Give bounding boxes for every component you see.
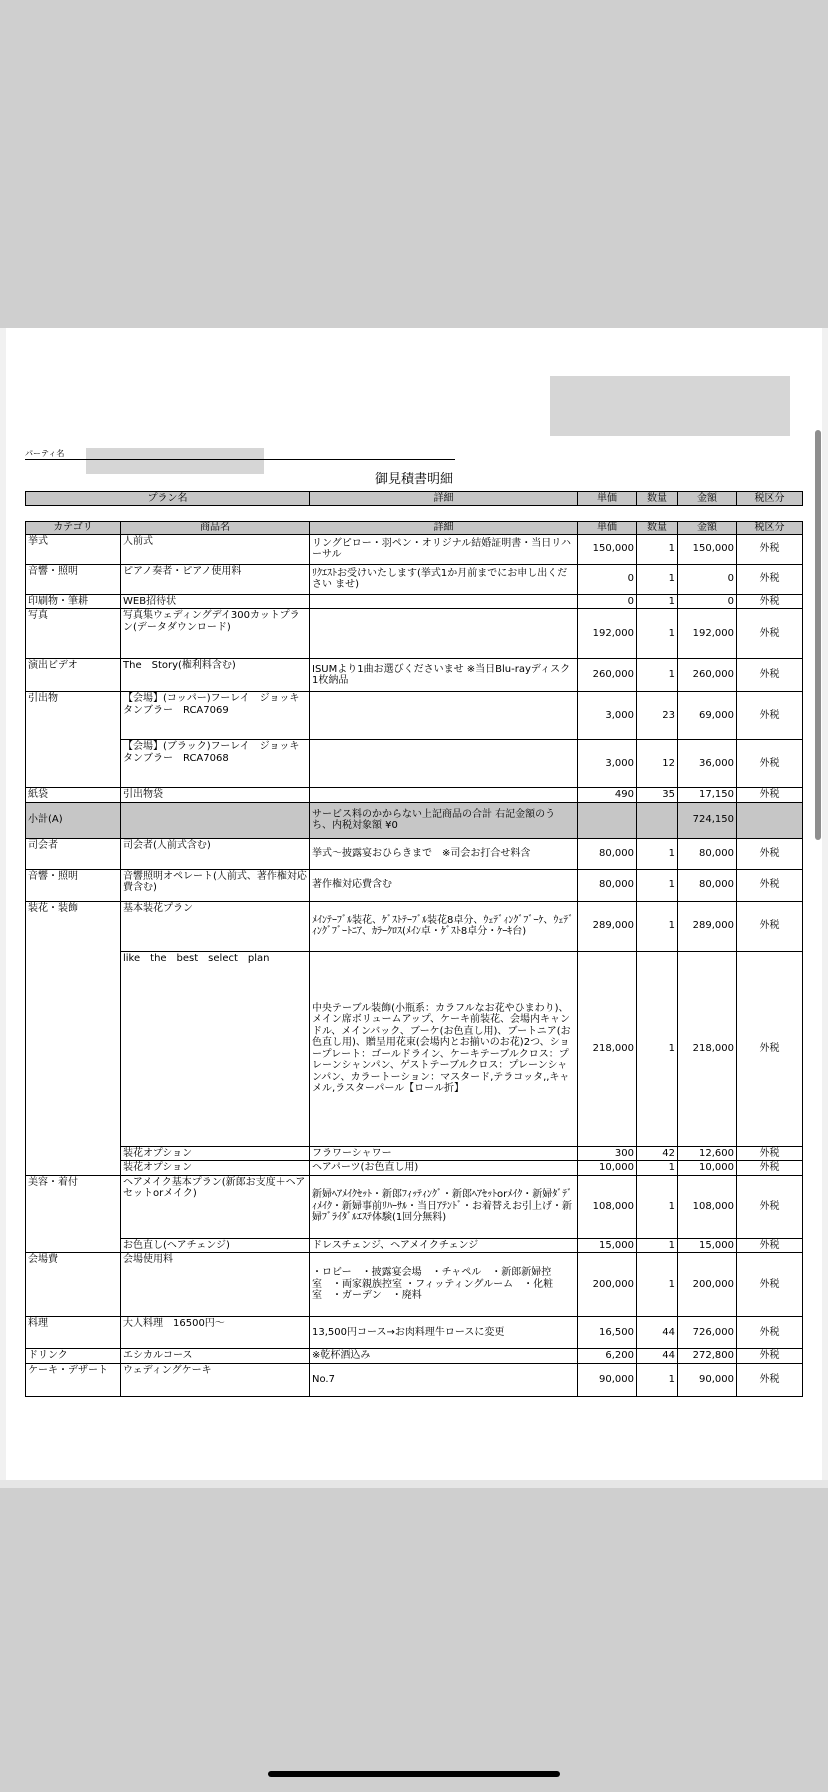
row-category: 写真 [26, 609, 121, 659]
row-quantity: 1 [637, 1253, 678, 1317]
row-unit-price: 300 [578, 1146, 637, 1161]
row-quantity: 1 [637, 1363, 678, 1396]
row-tax-type: 外税 [737, 1363, 803, 1396]
row-unit-price [578, 802, 637, 838]
row-category: ケーキ・デザート [26, 1363, 121, 1396]
row-amount: 80,000 [678, 838, 737, 869]
document-title: 御見積書明細 [374, 472, 453, 487]
row-item-name: ピアノ奏者・ピアノ使用料 [121, 564, 310, 594]
row-unit-price: 108,000 [578, 1175, 637, 1238]
row-amount: 260,000 [678, 659, 737, 692]
row-amount: 200,000 [678, 1253, 737, 1317]
row-quantity: 1 [637, 659, 678, 692]
row-detail: ・ロビー ・披露宴会場 ・チャペル ・新郎新婦控室 ・両家親族控室 ・フィッティングルーム ・化粧室 ・ガーデン ・廃料 [310, 1253, 578, 1317]
row-quantity: 1 [637, 901, 678, 951]
row-tax-type: 外税 [737, 740, 803, 788]
table-row [26, 1175, 803, 1238]
table-row [26, 564, 803, 594]
row-item-name: ヘアメイク基本プラン(新郎お支度＋ヘアセットorメイク) [121, 1175, 310, 1238]
row-amount: 17,150 [678, 788, 737, 803]
row-quantity: 1 [637, 564, 678, 594]
row-category: 引出物 [26, 692, 121, 740]
row-quantity: 1 [637, 951, 678, 1146]
row-item-name: お色直し(ヘアチェンジ) [121, 1238, 310, 1253]
row-detail: 中央テーブル装飾(小瓶系：カラフルなお花やひまわり)、メイン席ボリュームアップ、ケーキ前装花、会場内キャンドル、メインバック、ブーケ(お色直し用)、ブートニア(お色直し用)、贈呈用花束(会場内とお揃いのお花)2つ、ショープレート：ゴールドライン、ケーキテーブルクロス：プレーンシャンパン、ゲストテーブルクロス：プレーンシャンパン、カラートーション：マスタード,テラコッタ,,キャメル,ラスターパール【ロール折】 [310, 951, 578, 1146]
table-row [26, 1146, 803, 1161]
table-row [26, 534, 803, 564]
row-item-name: 音響照明オペレート(人前式、著作権対応費含む) [121, 869, 310, 901]
table-row [26, 1349, 803, 1364]
row-unit-price: 80,000 [578, 869, 637, 901]
col-unit-price: 単価 [578, 522, 637, 535]
row-category: 音響・照明 [26, 564, 121, 594]
table-row [26, 1253, 803, 1317]
scrollbar-thumb[interactable] [815, 430, 821, 840]
row-amount: 12,600 [678, 1146, 737, 1161]
row-detail: 著作権対応費含む [310, 869, 578, 901]
row-detail: フラワーシャワー [310, 1146, 578, 1161]
row-item-name: 装花オプション [121, 1146, 310, 1161]
next-page-placeholder [0, 1488, 828, 1792]
row-unit-price: 0 [578, 594, 637, 609]
row-unit-price: 90,000 [578, 1363, 637, 1396]
row-quantity: 1 [637, 594, 678, 609]
row-item-name: like the best select plan [121, 951, 310, 1146]
row-amount: 69,000 [678, 692, 737, 740]
row-tax-type: 外税 [737, 1317, 803, 1349]
col-tax-type: 税区分 [737, 522, 803, 535]
row-tax-type: 外税 [737, 1146, 803, 1161]
row-item-name: The Story(権利料含む) [121, 659, 310, 692]
row-amount: 192,000 [678, 609, 737, 659]
row-item-name: エシカルコース [121, 1349, 310, 1364]
row-amount: 15,000 [678, 1238, 737, 1253]
estimate-detail-table [25, 521, 803, 1397]
row-category: 演出ビデオ [26, 659, 121, 692]
row-item-name: 【会場】(ブラック)フーレイ ジョッキタンブラー RCA7068 [121, 740, 310, 788]
row-category: 料理 [26, 1317, 121, 1349]
header-unit-price: 単価 [578, 492, 637, 506]
row-quantity: 23 [637, 692, 678, 740]
row-category: 司会者 [26, 838, 121, 869]
table-row [26, 1317, 803, 1349]
row-amount: 90,000 [678, 1363, 737, 1396]
row-tax-type: 外税 [737, 659, 803, 692]
row-category [26, 1161, 121, 1176]
plan-header-row [26, 492, 803, 506]
row-category: 装花・装飾 [26, 901, 121, 951]
row-unit-price: 200,000 [578, 1253, 637, 1317]
row-amount: 726,000 [678, 1317, 737, 1349]
row-tax-type: 外税 [737, 1161, 803, 1176]
row-detail: No.7 [310, 1363, 578, 1396]
table-row [26, 838, 803, 869]
col-quantity: 数量 [637, 522, 678, 535]
table-row [26, 609, 803, 659]
row-amount: 289,000 [678, 901, 737, 951]
table-row [26, 1363, 803, 1396]
row-tax-type: 外税 [737, 609, 803, 659]
page-separator [0, 1480, 828, 1488]
row-tax-type: 外税 [737, 901, 803, 951]
row-quantity: 1 [637, 838, 678, 869]
header-detail: 詳細 [310, 492, 578, 506]
header-tax-type: 税区分 [737, 492, 803, 506]
row-tax-type: 外税 [737, 692, 803, 740]
redacted-stamp-area [550, 376, 790, 436]
row-quantity: 35 [637, 788, 678, 803]
row-unit-price: 3,000 [578, 740, 637, 788]
table-row [26, 1161, 803, 1176]
table-row [26, 951, 803, 1146]
row-quantity: 1 [637, 1175, 678, 1238]
row-detail [310, 788, 578, 803]
row-unit-price: 289,000 [578, 901, 637, 951]
row-item-name: 【会場】(コッパー)フーレイ ジョッキタンブラー RCA7069 [121, 692, 310, 740]
row-detail [310, 594, 578, 609]
row-detail: ISUMより1曲お選びくださいませ ※当日Blu-rayディスク1枚納品 [310, 659, 578, 692]
row-detail: 挙式～披露宴おひらきまで ※司会お打合せ料含 [310, 838, 578, 869]
row-category: ドリンク [26, 1349, 121, 1364]
row-amount: 10,000 [678, 1161, 737, 1176]
row-detail [310, 609, 578, 659]
row-item-name: ウェディングケーキ [121, 1363, 310, 1396]
row-category: 紙袋 [26, 788, 121, 803]
viewer-top-margin [0, 0, 828, 328]
row-unit-price: 192,000 [578, 609, 637, 659]
subtotal-row [26, 802, 803, 838]
row-tax-type: 外税 [737, 869, 803, 901]
header-plan-name: プラン名 [26, 492, 310, 506]
row-category [26, 951, 121, 1146]
row-tax-type: 外税 [737, 1349, 803, 1364]
row-tax-type: 外税 [737, 534, 803, 564]
row-category: 印刷物・筆耕 [26, 594, 121, 609]
subtotal-detail: サービス料のかからない上記商品の合計 右記金額のうち、内税対象額 ¥0 [310, 802, 578, 838]
row-detail: ﾘｸｴｽﾄお受けいたします(挙式1か月前までにお申し出ください ませ) [310, 564, 578, 594]
row-category: 美容・着付 [26, 1175, 121, 1238]
row-amount: 272,800 [678, 1349, 737, 1364]
row-quantity: 1 [637, 1238, 678, 1253]
table-row [26, 740, 803, 788]
table-row [26, 692, 803, 740]
row-quantity: 12 [637, 740, 678, 788]
row-category: 音響・照明 [26, 869, 121, 901]
row-unit-price: 6,200 [578, 1349, 637, 1364]
row-quantity: 42 [637, 1146, 678, 1161]
row-amount: 80,000 [678, 869, 737, 901]
row-item-name [121, 802, 310, 838]
header-quantity: 数量 [637, 492, 678, 506]
row-quantity: 1 [637, 869, 678, 901]
row-quantity: 44 [637, 1317, 678, 1349]
row-category [26, 1146, 121, 1161]
row-detail [310, 740, 578, 788]
row-tax-type: 外税 [737, 951, 803, 1146]
row-amount: 218,000 [678, 951, 737, 1146]
row-item-name: 写真集ウェディングデイ300カットプラン(データダウンロード) [121, 609, 310, 659]
row-item-name: 基本装花プラン [121, 901, 310, 951]
row-item-name: 会場使用料 [121, 1253, 310, 1317]
row-category: 会場費 [26, 1253, 121, 1317]
subtotal-label: 小計(A) [26, 802, 121, 838]
row-quantity: 44 [637, 1349, 678, 1364]
row-tax-type: 外税 [737, 564, 803, 594]
header-amount: 金額 [678, 492, 737, 506]
table-row [26, 594, 803, 609]
row-detail: 13,500円コース→お肉料理牛ロースに変更 [310, 1317, 578, 1349]
row-amount: 36,000 [678, 740, 737, 788]
row-detail: ﾒｲﾝﾃｰﾌﾞﾙ装花、ｹﾞｽﾄﾃｰﾌﾞﾙ装花8卓分、ｳｪﾃﾞｨﾝｸﾞﾌﾞｰｹ、ｳｪﾃﾞｨﾝｸﾞﾌﾞｰﾄﾆｱ、ｶﾗｰｸﾛｽ(ﾒｲﾝ卓・ｹﾞｽﾄ8卓分・ｹｰｷ台) [310, 901, 578, 951]
row-tax-type: 外税 [737, 594, 803, 609]
row-unit-price: 10,000 [578, 1161, 637, 1176]
home-indicator[interactable] [268, 1771, 560, 1777]
row-amount: 0 [678, 594, 737, 609]
row-detail: リングピロー・羽ペン・オリジナル結婚証明書・当日リハーサル [310, 534, 578, 564]
row-amount: 108,000 [678, 1175, 737, 1238]
row-unit-price: 150,000 [578, 534, 637, 564]
table-row [26, 869, 803, 901]
row-unit-price: 490 [578, 788, 637, 803]
row-tax-type: 外税 [737, 1253, 803, 1317]
row-category [26, 740, 121, 788]
row-item-name: 装花オプション [121, 1161, 310, 1176]
row-item-name: WEB招待状 [121, 594, 310, 609]
row-unit-price: 218,000 [578, 951, 637, 1146]
estimate-document-page [6, 328, 822, 1480]
row-amount: 150,000 [678, 534, 737, 564]
row-detail: ※乾杯酒込み [310, 1349, 578, 1364]
row-quantity [637, 802, 678, 838]
subtotal-amount: 724,150 [678, 802, 737, 838]
row-unit-price: 15,000 [578, 1238, 637, 1253]
party-name-underline [25, 459, 455, 460]
row-item-name: 引出物袋 [121, 788, 310, 803]
row-unit-price: 3,000 [578, 692, 637, 740]
row-quantity: 1 [637, 1161, 678, 1176]
plan-header-table [25, 491, 803, 506]
row-tax-type: 外税 [737, 788, 803, 803]
row-tax-type: 外税 [737, 1238, 803, 1253]
table-row [26, 901, 803, 951]
row-tax-type: 外税 [737, 1175, 803, 1238]
row-tax-type [737, 802, 803, 838]
row-detail: ヘアパーツ(お色直し用) [310, 1161, 578, 1176]
col-item-name: 商品名 [121, 522, 310, 535]
row-detail: 新婦ﾍｱﾒｲｸｾｯﾄ・新郎ﾌｨｯﾃｨﾝｸﾞ・新郎ﾍｱｾｯﾄorﾒｲｸ・新婦ﾀﾞﾃﾞｨﾒｲｸ・新婦事前ﾘﾊｰｻﾙ・当日ｱﾃﾝﾄﾞ・お着替えお引上げ・新婦ﾌﾞﾗｲﾀﾞﾙｴｽﾃ体験(1回分無料) [310, 1175, 578, 1238]
row-quantity: 1 [637, 609, 678, 659]
row-unit-price: 260,000 [578, 659, 637, 692]
row-item-name: 人前式 [121, 534, 310, 564]
row-unit-price: 16,500 [578, 1317, 637, 1349]
party-name-label: パーティ名 [25, 449, 65, 458]
row-category: 挙式 [26, 534, 121, 564]
table-row [26, 788, 803, 803]
row-amount: 0 [678, 564, 737, 594]
column-header-row [26, 522, 803, 535]
row-quantity: 1 [637, 534, 678, 564]
table-row [26, 659, 803, 692]
row-detail [310, 692, 578, 740]
row-unit-price: 0 [578, 564, 637, 594]
row-item-name: 司会者(人前式含む) [121, 838, 310, 869]
col-detail: 詳細 [310, 522, 578, 535]
row-detail: ドレスチェンジ、ヘアメイクチェンジ [310, 1238, 578, 1253]
row-item-name: 大人料理 16500円～ [121, 1317, 310, 1349]
row-unit-price: 80,000 [578, 838, 637, 869]
col-amount: 金額 [678, 522, 737, 535]
col-category: カテゴリ [26, 522, 121, 535]
table-row [26, 1238, 803, 1253]
row-tax-type: 外税 [737, 838, 803, 869]
row-category [26, 1238, 121, 1253]
